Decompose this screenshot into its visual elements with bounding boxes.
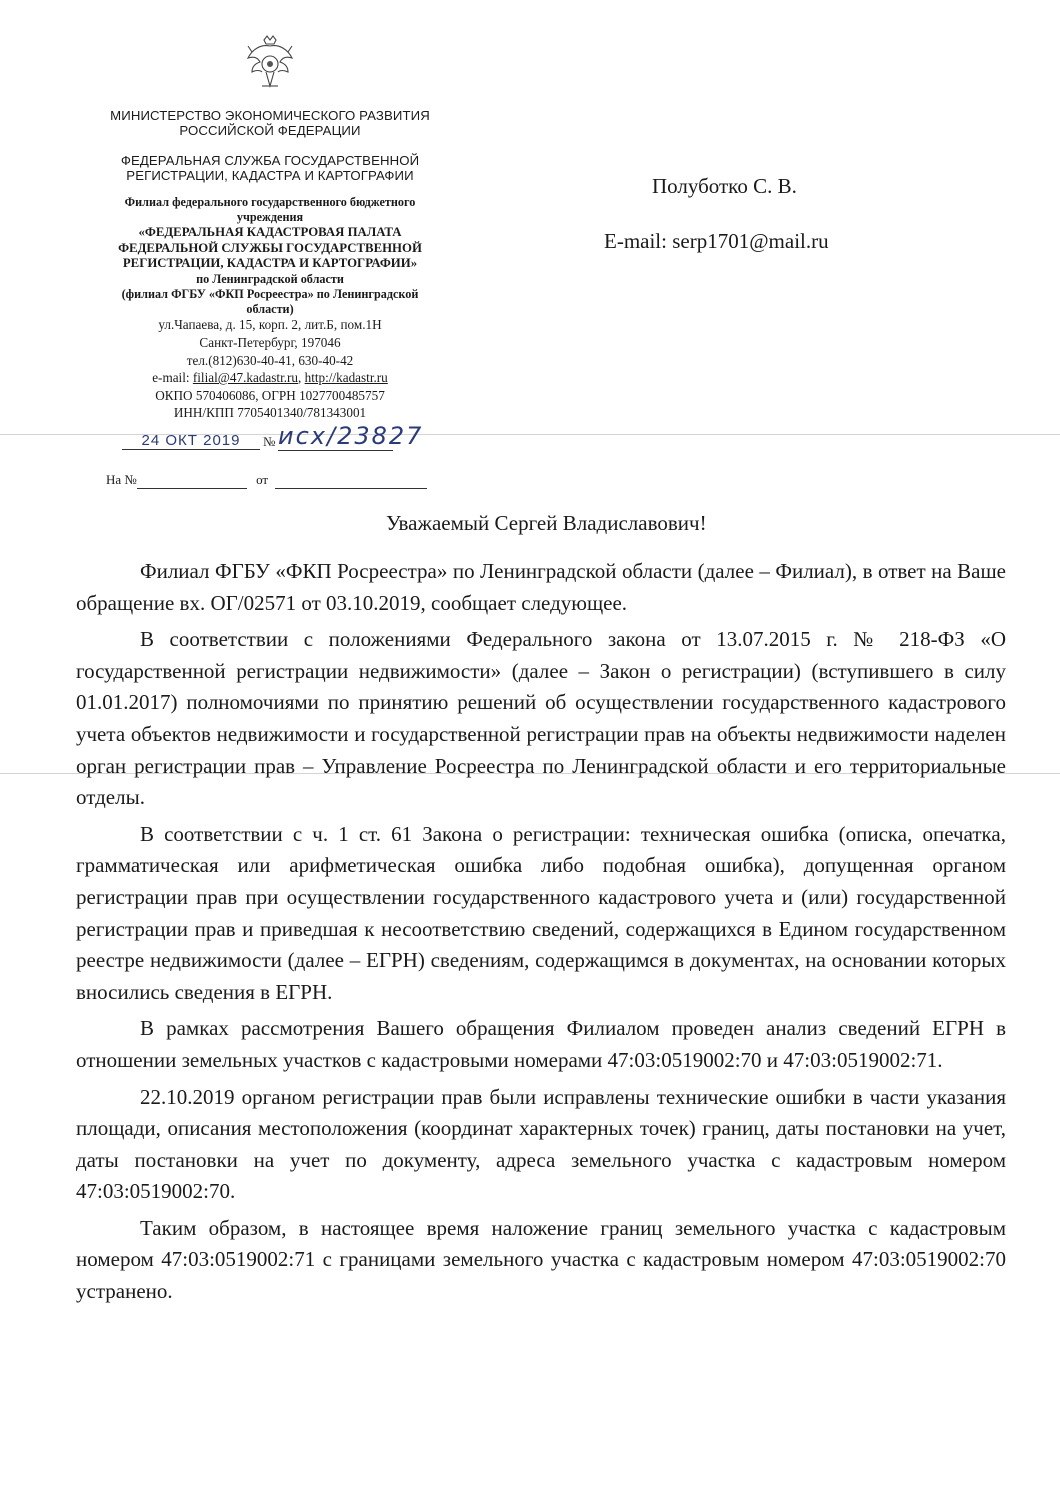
separator: , xyxy=(298,370,305,386)
service-name xyxy=(92,153,448,184)
branch-email-line xyxy=(92,369,448,387)
outgoing-registration xyxy=(118,422,448,458)
outgoing-number-handwritten: исх/23827 xyxy=(278,422,424,450)
ministry-line: МИНИСТЕРСТВО ЭКОНОМИЧЕСКОГО РАЗВИТИЯ xyxy=(110,108,430,123)
body-paragraph: В соответствии с положениями Федерального закона от 13.07.2015 г. № 218-ФЗ «О государственной регистрации недвижимости» (далее – Закон о регистрации) (вступившего в силу 01.01.2017) полномочиями по принятию решений об осуществлении государственного кадастрового учета объектов недвижимости и государственной регистрации прав на объекты недвижимости наделен орган регистрации прав – Управление Росреестра по Ленинградской области и его территориальные отделы. xyxy=(76,627,1006,810)
body-paragraph: В соответствии с ч. 1 ст. 61 Закона о регистрации: техническая ошибка (описка, опечатка, грамматическая или арифметическая ошибка либо подобная ошибка), допущенная органом регистрации прав при осуществлении государственного кадастрового учета и (или) государственной регистрации прав и приведшая к несоответствию сведений, содержащихся в Едином государственном реестре недвижимости (далее – ЕГРН) сведениям, содержащимся в документах, на основании которых вносились сведения в ЕГРН. xyxy=(76,821,1006,1004)
branch-line: по Ленинградской области xyxy=(196,271,344,286)
ministry-name xyxy=(92,108,448,139)
branch-line: области) xyxy=(246,301,294,316)
branch-email-link[interactable]: filial@47.kadastr.ru xyxy=(192,370,299,386)
reference-line xyxy=(106,472,436,489)
branch-name xyxy=(92,195,448,316)
body-paragraph: Филиал ФГБУ «ФКП Росреестра» по Ленинградской области (далее – Филиал), в ответ на Ваше обращение вх. ОГ/02571 от 03.10.2019, сообщает следующее. xyxy=(76,559,1006,615)
number-label: № xyxy=(263,434,276,449)
letterhead xyxy=(92,108,448,422)
service-line: РЕГИСТРАЦИИ, КАДАСТРА И КАРТОГРАФИИ xyxy=(126,167,414,183)
outgoing-date-stamp: 24 ОКТ 2019 xyxy=(122,432,260,450)
contact-block xyxy=(92,316,448,421)
branch-phone: тел.(812)630-40-41, 630-40-42 xyxy=(186,352,354,368)
branch-line: ФЕДЕРАЛЬНОЙ СЛУЖБЫ ГОСУДАРСТВЕННОЙ xyxy=(118,240,422,255)
branch-website-link[interactable]: http://kadastr.ru xyxy=(304,370,388,386)
branch-line: «ФЕДЕРАЛЬНАЯ КАДАСТРОВАЯ ПАЛАТА xyxy=(138,225,402,239)
service-line: ФЕДЕРАЛЬНАЯ СЛУЖБА ГОСУДАРСТВЕННОЙ xyxy=(120,152,420,168)
ministry-line: РОССИЙСКОЙ ФЕДЕРАЦИИ xyxy=(179,123,361,139)
body-paragraph: В рамках рассмотрения Вашего обращения Филиалом проведен анализ сведений ЕГРН в отношении земельных участков с кадастровыми номерами 47:03:0519002:70 и 47:03:0519002:71. xyxy=(76,1016,1006,1072)
addressee-email: E-mail: serp1701@mail.ru xyxy=(604,229,829,253)
branch-line: (филиал ФГБУ «ФКП Росреестра» по Ленинградской xyxy=(121,286,419,301)
letter-body xyxy=(76,556,1006,1313)
branch-address: ул.Чапаева, д. 15, корп. 2, лит.Б, пом.1Н xyxy=(158,317,382,333)
email-prefix: e-mail: xyxy=(152,370,193,386)
addressee-name: Полуботко С. В. xyxy=(652,174,797,198)
reference-number-label: На № xyxy=(106,472,137,487)
body-paragraph: Таким образом, в настоящее время наложение границ земельного участка с кадастровым номером 47:03:0519002:71 с границами земельного участка с кадастровым номером 47:03:0519002:70 устранено. xyxy=(76,1215,1006,1304)
branch-line: Филиал федерального государственного бюджетного xyxy=(124,195,416,210)
branch-inn: ИНН/КПП 7705401340/781343001 xyxy=(173,405,367,421)
salutation: Уважаемый Сергей Владиславович! xyxy=(386,511,707,535)
reference-number-blank xyxy=(137,472,247,489)
reference-date-blank xyxy=(275,472,427,489)
reference-from-label: от xyxy=(256,472,269,487)
branch-line: РЕГИСТРАЦИИ, КАДАСТРА И КАРТОГРАФИИ» xyxy=(122,256,418,271)
number-underline xyxy=(278,450,393,451)
body-paragraph: 22.10.2019 органом регистрации прав были исправлены технические ошибки в части указания площади, описания местоположения (координат характерных точек) границ, даты постановки на учет, даты постановки на учет по документу, адреса земельного участка с кадастровым номером 47:03:0519002:70. xyxy=(76,1084,1006,1204)
branch-city: Санкт-Петербург, 197046 xyxy=(199,335,341,350)
branch-line: учреждения xyxy=(236,210,304,225)
double-headed-eagle-emblem-icon xyxy=(244,34,296,94)
branch-okpo: ОКПО 570406086, ОГРН 1027700485757 xyxy=(155,387,385,403)
addressee-block xyxy=(604,176,904,252)
